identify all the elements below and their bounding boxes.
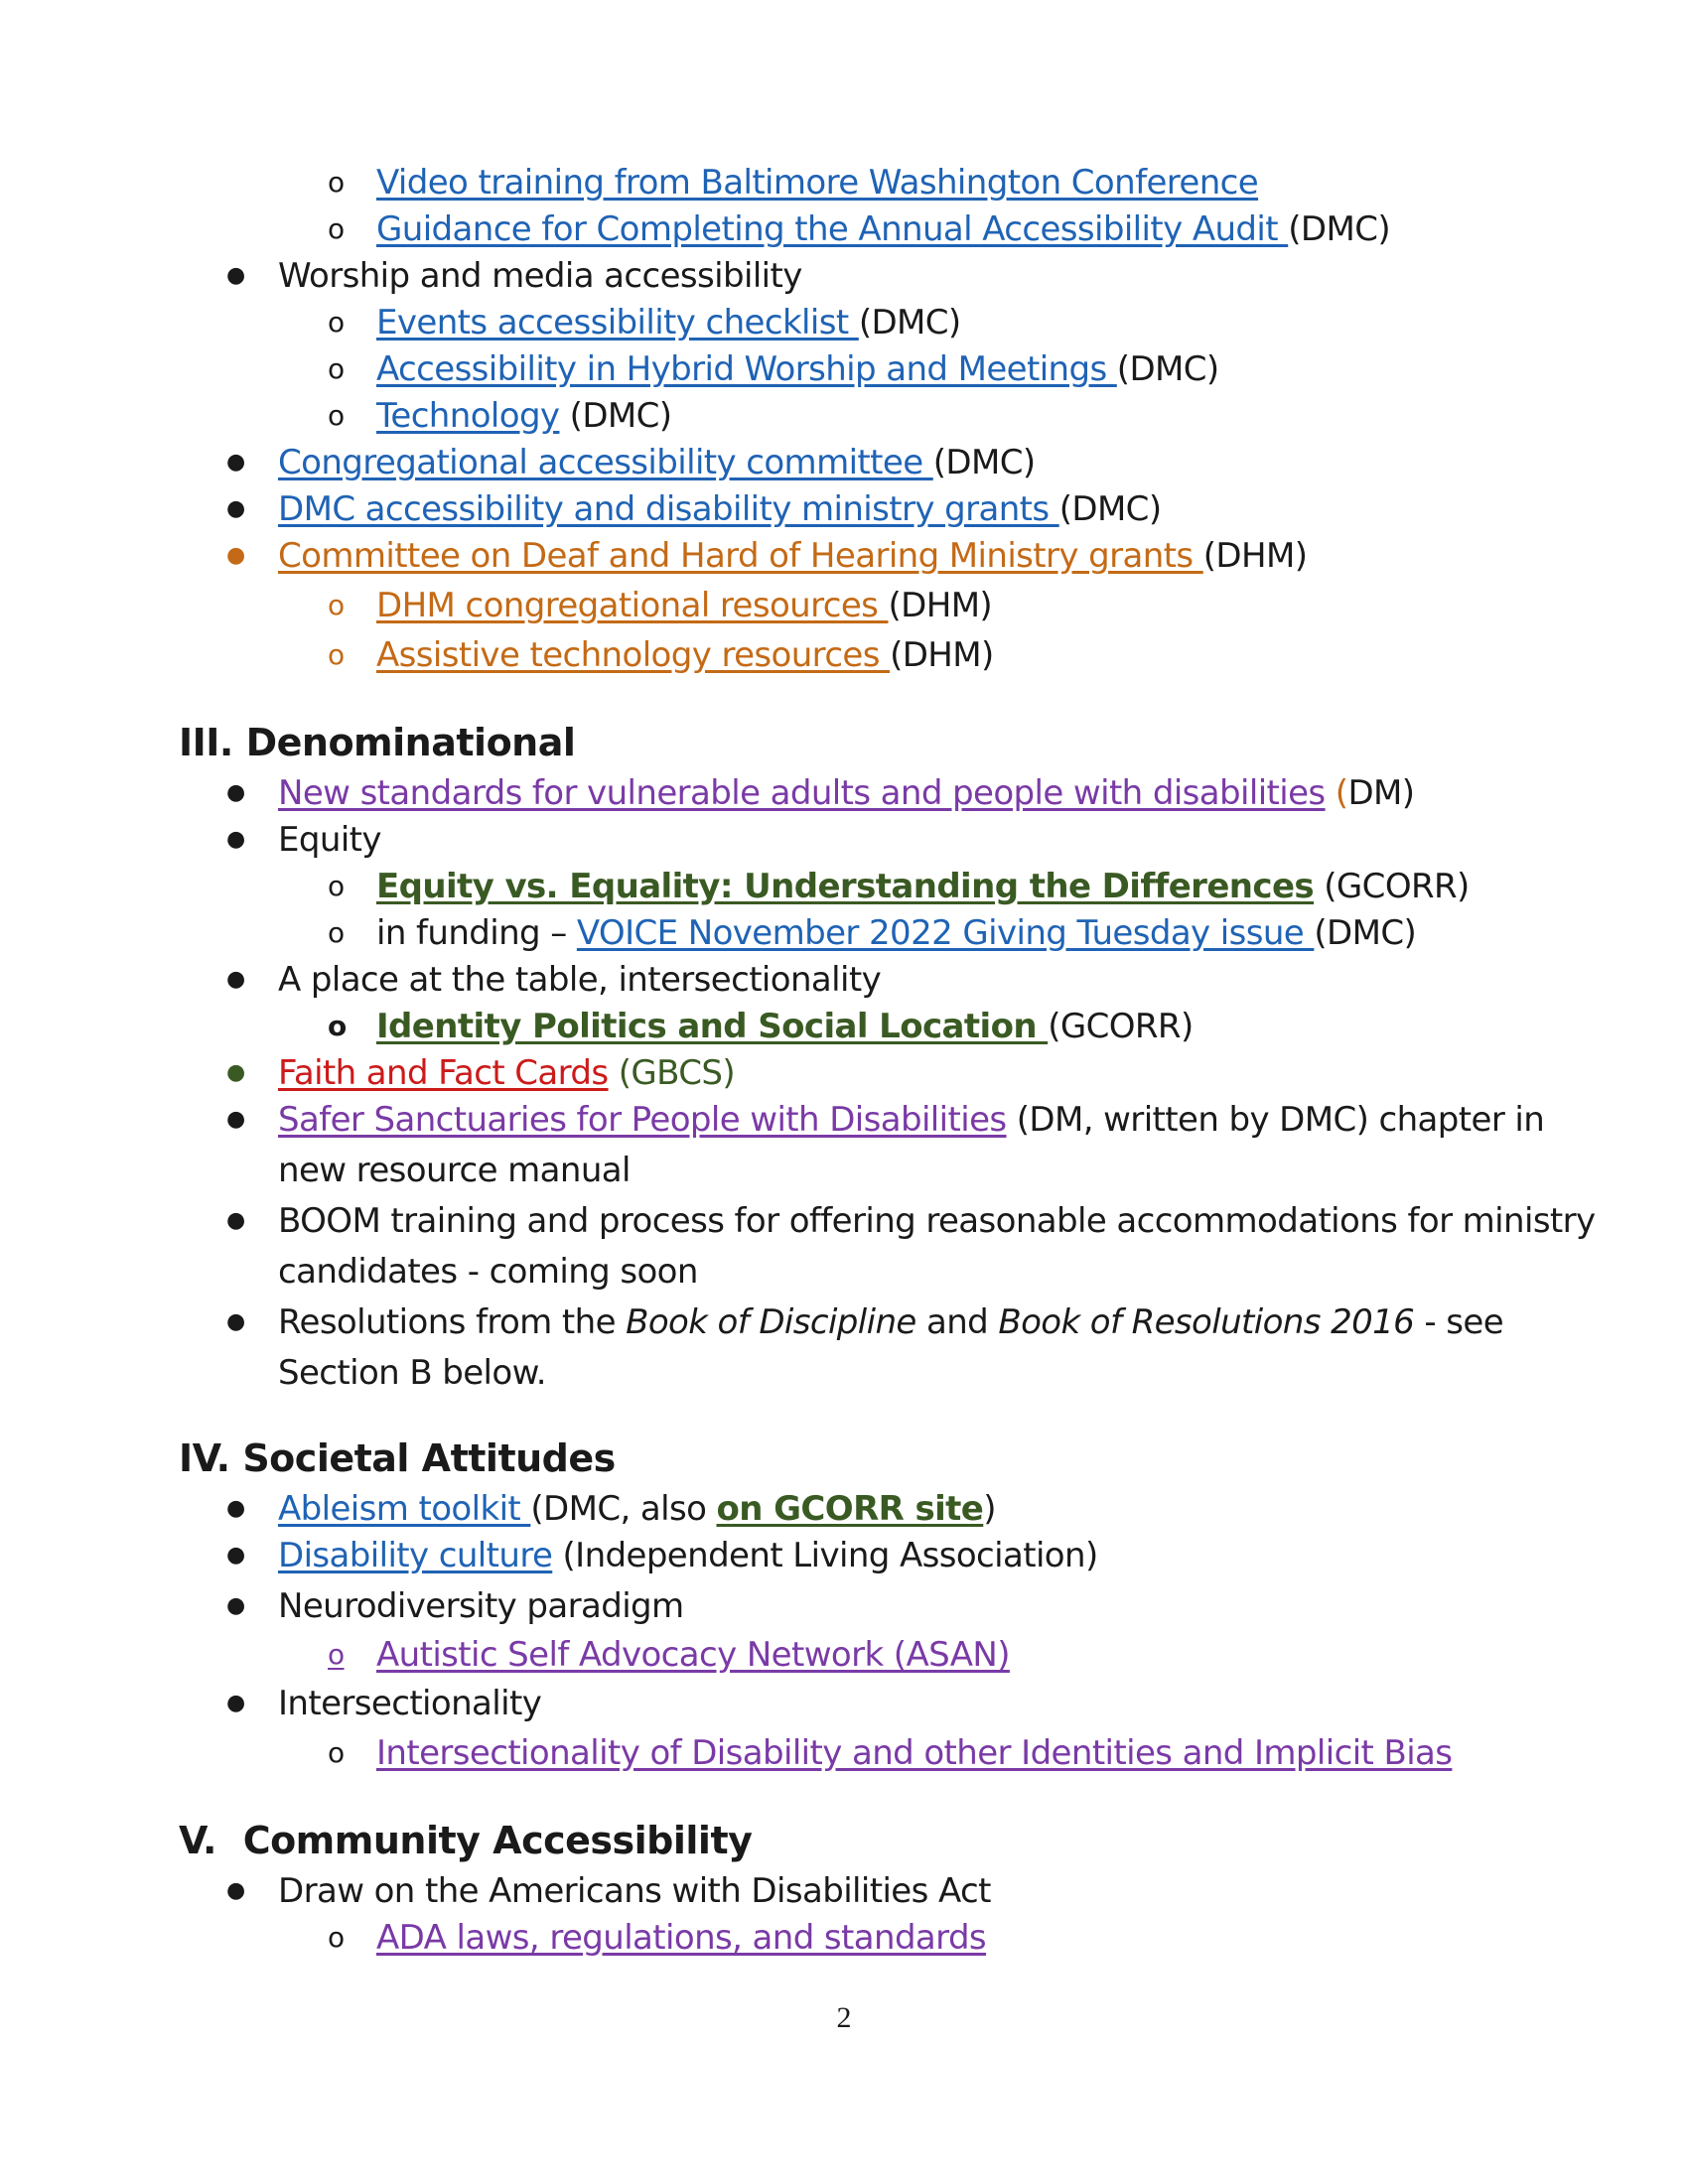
book-title: Book of Discipline (626, 1302, 916, 1342)
list-item (0, 1631, 1688, 1679)
hollow-bullet-icon: o (328, 870, 345, 902)
list-item (0, 532, 1688, 580)
source-tag: (Independent Living Association) (552, 1536, 1098, 1575)
bullet-icon: ● (226, 1691, 245, 1715)
bullet-icon: ● (226, 780, 245, 805)
list-item (0, 1867, 1688, 1915)
link-dmc-grants[interactable]: DMC accessibility and disability ministry grants (278, 489, 1059, 529)
item-text: Intersectionality (278, 1684, 542, 1723)
page-number: 2 (836, 2001, 852, 2034)
link-voice-giving-tuesday[interactable]: VOICE November 2022 Giving Tuesday issue (576, 913, 1315, 953)
item-text: in funding – (376, 913, 577, 953)
list-item (0, 1680, 1688, 1727)
list-item (0, 582, 1688, 629)
source-tag: (DMC) (1058, 489, 1162, 529)
item-text: - see (1414, 1302, 1504, 1342)
item-text: new resource manual (278, 1151, 631, 1190)
bullet-icon: ● (226, 827, 245, 852)
source-tag: (DMC) (1288, 209, 1391, 249)
link-video-training[interactable]: Video training from Baltimore Washington Conference (376, 163, 1259, 203)
hollow-bullet-icon: o (328, 1010, 347, 1042)
hollow-bullet-icon: o (328, 1921, 345, 1954)
link-safer-sanctuaries[interactable]: Safer Sanctuaries for People with Disabilities (278, 1100, 1007, 1140)
source-tag: (DHM) (1202, 536, 1308, 576)
hollow-bullet-icon: o (328, 916, 345, 949)
hollow-bullet-icon: o (328, 1736, 345, 1769)
link-equity-vs-equality[interactable]: Equity vs. Equality: Understanding the Differences (376, 867, 1315, 906)
link-assistive-tech[interactable]: Assistive technology resources (376, 635, 891, 675)
section-number: V. (179, 1819, 216, 1862)
link-ableism-toolkit[interactable]: Ableism toolkit (278, 1489, 531, 1529)
item-text: ) (983, 1489, 996, 1529)
section-heading-community-accessibility (179, 1813, 752, 1868)
source-tag: (DMC) (1116, 349, 1219, 389)
item-text: (DMC, also (530, 1489, 717, 1529)
list-item (0, 485, 1688, 533)
item-text: (DM, written by DMC) chapter in (1006, 1100, 1545, 1140)
paren-open: ( (1325, 773, 1348, 813)
list-item (0, 1197, 1688, 1245)
bullet-icon: ● (226, 496, 245, 521)
list-item (0, 863, 1688, 910)
list-item (0, 1729, 1688, 1777)
link-events-checklist[interactable]: Events accessibility checklist (376, 303, 859, 342)
list-item (0, 299, 1688, 346)
bullet-icon: ● (226, 450, 245, 475)
item-text: and (915, 1302, 999, 1342)
bullet-icon: ● (226, 967, 245, 992)
link-dhm-grants[interactable]: Committee on Deaf and Hard of Hearing Ministry grants (278, 536, 1203, 576)
source-tag: (DMC) (559, 396, 672, 436)
bullet-icon: ● (226, 1593, 245, 1618)
item-text: A place at the table, intersectionality (278, 960, 882, 1000)
list-item (0, 1049, 1688, 1097)
link-gcorr-site[interactable]: on GCORR site (716, 1489, 984, 1529)
list-item (0, 769, 1688, 817)
hollow-bullet-icon: o (328, 638, 345, 671)
list-item (0, 345, 1688, 393)
list-item (0, 956, 1688, 1004)
hollow-bullet-icon: o (328, 306, 345, 339)
section-heading-societal-attitudes: IV. Societal Attitudes (179, 1436, 616, 1480)
item-text: Section B below. (278, 1353, 546, 1393)
bullet-icon: ● (226, 1878, 245, 1903)
hollow-bullet-icon: o (328, 589, 345, 621)
list-item (0, 1582, 1688, 1630)
source-tag: DM) (1347, 773, 1415, 813)
hollow-bullet-icon: o (328, 1638, 345, 1671)
list-item (0, 205, 1688, 253)
section-heading-denominational: III. Denominational (179, 721, 576, 764)
list-item (0, 909, 1688, 957)
list-item-continuation (0, 1349, 1688, 1397)
list-item (0, 1532, 1688, 1579)
bullet-icon: ● (226, 1060, 245, 1085)
section-title: Community Accessibility (242, 1819, 753, 1862)
item-text: Resolutions from the (278, 1302, 627, 1342)
link-asan[interactable]: Autistic Self Advocacy Network (ASAN) (376, 1635, 1010, 1675)
item-text: Neurodiversity paradigm (278, 1586, 684, 1626)
list-item (0, 159, 1688, 206)
hollow-bullet-icon: o (328, 399, 345, 432)
link-intersectionality-bias[interactable]: Intersectionality of Disability and other Identities and Implicit Bias (376, 1733, 1453, 1773)
item-text: Draw on the Americans with Disabilities Act (278, 1871, 991, 1911)
list-item (0, 252, 1688, 300)
link-hybrid-worship[interactable]: Accessibility in Hybrid Worship and Meetings (376, 349, 1117, 389)
list-item (0, 439, 1688, 486)
link-accessibility-audit-guidance[interactable]: Guidance for Completing the Annual Accessibility Audit (376, 209, 1289, 249)
list-item (0, 1485, 1688, 1533)
list-item (0, 816, 1688, 864)
list-item (0, 1914, 1688, 1962)
link-disability-culture[interactable]: Disability culture (278, 1536, 553, 1575)
link-faith-fact-cards[interactable]: Faith and Fact Cards (278, 1053, 609, 1093)
link-technology[interactable]: Technology (376, 396, 560, 436)
item-text: Equity (278, 820, 381, 860)
link-identity-politics[interactable]: Identity Politics and Social Location (376, 1007, 1049, 1046)
link-dhm-resources[interactable]: DHM congregational resources (376, 586, 889, 625)
source-tag: (DMC) (1314, 913, 1417, 953)
list-item (0, 631, 1688, 679)
list-item (0, 1096, 1688, 1144)
link-new-standards[interactable]: New standards for vulnerable adults and people with disabilities (278, 773, 1326, 813)
bullet-icon: ● (226, 1107, 245, 1132)
bullet-icon: ● (226, 263, 245, 288)
bullet-icon: ● (226, 1543, 245, 1568)
hollow-bullet-icon: o (328, 212, 345, 245)
list-item-continuation (0, 1147, 1688, 1194)
source-tag: (DMC) (858, 303, 961, 342)
bullet-icon: ● (226, 1208, 245, 1233)
list-item (0, 392, 1688, 440)
link-accessibility-committee[interactable]: Congregational accessibility committee (278, 443, 933, 482)
bullet-icon: ● (226, 543, 245, 568)
source-tag: (DMC) (932, 443, 1036, 482)
bullet-icon: ● (226, 1309, 245, 1334)
bullet-icon: ● (226, 1496, 245, 1521)
book-title: Book of Resolutions 2016 (998, 1302, 1415, 1342)
item-text: BOOM training and process for offering reasonable accommodations for ministry (278, 1201, 1596, 1241)
link-ada-laws[interactable]: ADA laws, regulations, and standards (376, 1918, 987, 1958)
item-text: Worship and media accessibility (278, 256, 802, 296)
source-tag: (GBCS) (608, 1053, 736, 1093)
hollow-bullet-icon: o (328, 166, 345, 199)
source-tag: (GCORR) (1314, 867, 1470, 906)
item-text: candidates - coming soon (278, 1252, 698, 1292)
source-tag: (DHM) (890, 635, 994, 675)
source-tag: (DHM) (888, 586, 993, 625)
list-item (0, 1003, 1688, 1050)
list-item-continuation (0, 1248, 1688, 1296)
hollow-bullet-icon: o (328, 352, 345, 385)
list-item (0, 1298, 1688, 1346)
source-tag: (GCORR) (1048, 1007, 1194, 1046)
